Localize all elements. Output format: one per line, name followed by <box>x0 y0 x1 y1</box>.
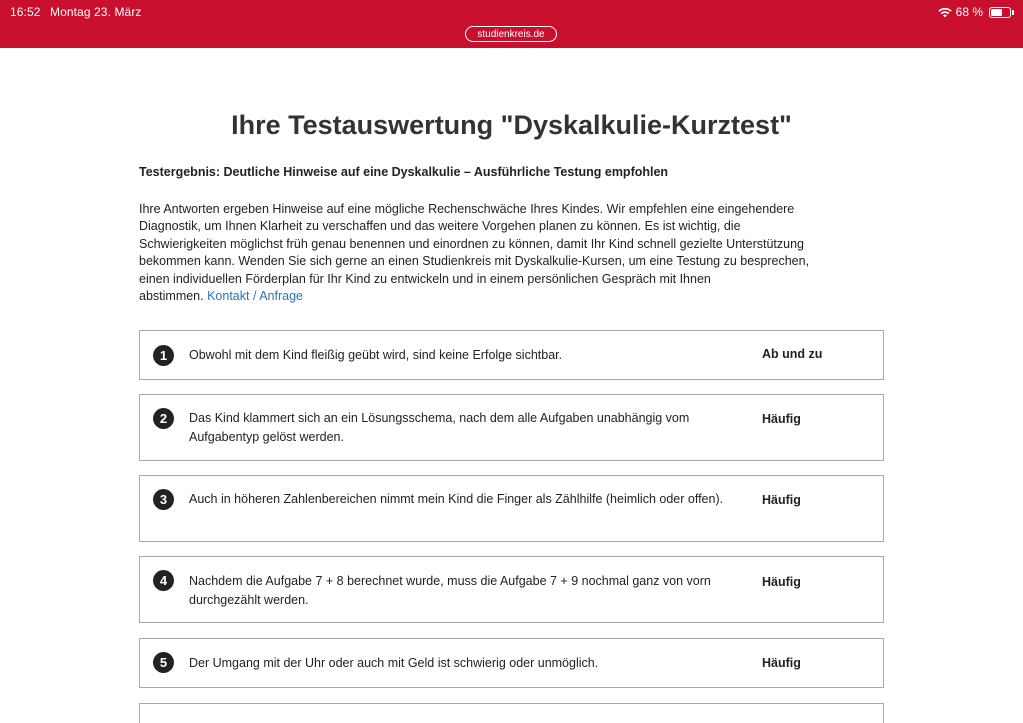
intro-line: bekommen kann. Wenden Sie sich gerne an einen Studienkreis mit Dyskalkulie-Kursen, um eine Testung zu besprechen, <box>139 254 810 269</box>
status-time-date <box>10 5 148 19</box>
status-bar <box>0 0 1023 48</box>
question-answer: Häufig <box>762 412 801 426</box>
page-title: Ihre Testauswertung "Dyskalkulie-Kurztest" <box>231 110 792 140</box>
question-number-badge: 4 <box>153 570 174 591</box>
intro-paragraph <box>139 201 884 305</box>
question-text: Das Kind klammert sich an ein Lösungsschema, nach dem alle Aufgaben unabhängig vom Aufgabentyp gelöst werden. <box>189 411 690 444</box>
question-number-badge: 3 <box>153 489 174 510</box>
question-number-badge: 2 <box>153 408 174 429</box>
intro-line: Ihre Antworten ergeben Hinweise auf eine mögliche Rechenschwäche Ihres Kindes. Wir empfehlen eine eingehendere <box>139 202 795 216</box>
question-card <box>139 330 884 380</box>
battery-icon <box>989 7 1011 18</box>
result-heading: Testergebnis: Deutliche Hinweise auf eine Dyskalkulie – Ausführliche Testung empfohlen <box>139 165 669 179</box>
intro-line: Diagnostik, um Ihnen Klarheit zu verschaffen und das weitere Vorgehen planen zu können. Es ist wichtig, die <box>139 219 741 234</box>
question-answer: Häufig <box>762 656 801 670</box>
battery-tip <box>1012 10 1014 15</box>
status-indicators <box>938 5 1011 19</box>
intro-line: abstimmen. <box>139 289 204 304</box>
question-text: Obwohl mit dem Kind fleißig geübt wird, sind keine Erfolge sichtbar. <box>189 348 563 362</box>
intro-line: einen individuellen Förderplan für Ihr Kind zu entwickeln und in einem persönlichen Gespräch mit Ihnen <box>139 271 711 286</box>
question-text: Auch in höheren Zahlenbereichen nimmt mein Kind die Finger als Zählhilfe (heimlich oder offen). <box>189 492 724 506</box>
battery-percentage: 68 % <box>955 5 983 19</box>
question-answer: Häufig <box>762 575 801 589</box>
question-text: Der Umgang mit der Uhr oder auch mit Geld ist schwierig oder unmöglich. <box>189 656 599 670</box>
status-date: Montag 23. März <box>49 5 142 19</box>
question-number-badge: 5 <box>153 652 174 673</box>
question-answer: Häufig <box>762 493 801 507</box>
question-card <box>139 394 884 461</box>
question-card <box>139 703 884 723</box>
question-answer: Ab und zu <box>762 347 823 361</box>
question-card <box>139 556 884 623</box>
question-card <box>139 475 884 542</box>
battery-level-fill <box>991 9 1002 16</box>
url-bar[interactable]: studienkreis.de <box>465 26 557 42</box>
wifi-icon <box>938 7 952 18</box>
question-number-badge: 1 <box>153 345 174 366</box>
status-time: 16:52 <box>10 5 41 19</box>
intro-line: Schwierigkeiten möglichst früh genau benennen und einordnen zu können, damit Ihr Kind schnell gezielte Unterstützung <box>139 236 805 251</box>
question-card <box>139 638 884 688</box>
contact-link[interactable]: Kontakt / Anfrage <box>207 289 303 304</box>
question-text: Nachdem die Aufgabe 7 + 8 berechnet wurde, muss die Aufgabe 7 + 9 nochmal ganz von vorn durchgezählt werden. <box>189 574 711 607</box>
